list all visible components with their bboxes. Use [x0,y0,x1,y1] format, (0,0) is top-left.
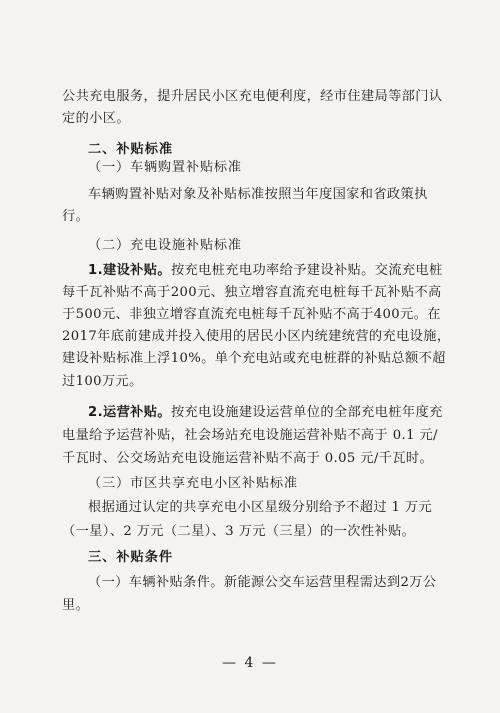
page-number: — 4 — [222,655,278,671]
item-lead-operation-subsidy: 2.运营补贴。 [88,405,171,420]
subsection-heading-2-2: （二）充电设施补贴标准 [88,238,242,253]
text-line: 里。 [62,598,90,613]
text-line: 公共充电服务，提升居民小区充电便利度，经市住建局等部门认 [62,89,443,104]
text-line: 过100万元。 [62,374,143,389]
text-line: 每千瓦补贴不高于200元、独立增容直流充电桩每千瓦补贴不高 [62,285,442,300]
text-line: 建设补贴标准上浮10%。单个充电站或充电桩群的补贴总额不超 [62,351,446,366]
text-span: 按充电设施建设运营单位的全部充电桩年度充 [170,405,443,420]
text-line [88,262,478,280]
text-line [88,404,478,422]
item-lead-construction-subsidy: 1.建设补贴。 [88,263,171,278]
subsection-heading-2-3: （三）市区共享充电小区补贴标准 [88,476,298,491]
text-line: （一）车辆补贴条件。新能源公交车运营里程需达到2万公 [88,575,437,590]
text-line: 于500元、非独立增容直流充电桩每千瓦补贴不高于400元。在 [62,307,441,322]
text-line: 电量给予运营补贴，社会场站充电设施运营补贴不高于 0.1 元/ [62,428,438,443]
text-line: 2017年底前建成并投入使用的居民小区内统建统营的充电设施， [62,329,451,344]
text-line: （一星）、2 万元（二星）、3 万元（三星）的一次性补贴。 [62,524,416,539]
text-line: 车辆购置补贴对象及补贴标准按照当年度国家和省政策执 [88,187,428,202]
section-heading-3: 三、补贴条件 [88,550,174,565]
text-line: 根据通过认定的共享充电小区星级分别给予不超过 1 万元 [88,500,433,515]
subsection-heading-2-1: （一）车辆购置补贴标准 [88,160,242,175]
text-line: 行。 [62,209,90,224]
text-span: 按充电桩充电功率给予建设补贴。交流充电桩 [170,263,443,278]
text-line: 千瓦时、公交场站充电设施运营补贴不高于 0.05 元/千瓦时。 [62,451,434,466]
text-line: 定的小区。 [62,111,130,126]
section-heading-2: 二、补贴标准 [88,142,174,157]
